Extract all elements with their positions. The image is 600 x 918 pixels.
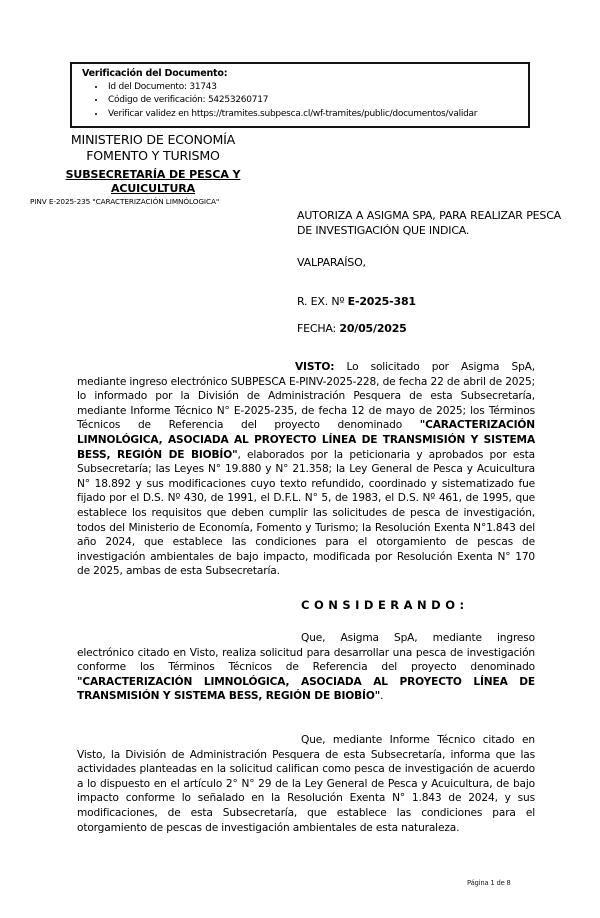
resolution-date-label: FECHA: bbox=[297, 322, 340, 336]
resolution-header bbox=[297, 209, 561, 337]
considerando-paragraph-2 bbox=[77, 733, 535, 835]
text-segment: "CARACTERIZACIÓN LIMNOLÓGICA, ASOCIADA AL PROYECTO LÍNEA DE TRANSMISIÓN Y SISTEMA BESS, REGIÓN DE BIOBÍO" bbox=[77, 675, 535, 703]
ministry-name-line1: MINISTERIO DE ECONOMÍA bbox=[70, 132, 236, 147]
verification-title: Verificación del Documento: bbox=[82, 68, 228, 79]
verification-list bbox=[106, 81, 520, 121]
verification-box bbox=[70, 62, 530, 128]
considerando-heading: CONSIDERANDO: bbox=[301, 598, 469, 612]
text-segment: Lo solicitado por Asigma SpA, mediante ingreso electrónico SUBPESCA E-PINV-2025-228, de fecha 22 de abril de 2025; lo informado por la División de Administración Pesquera de esta Subsecretaría, mediante Informe Técnico N° E-2025-235, de fecha 12 de mayo de 2025; los Términos Técnicos de Referencia del proyecto denominado bbox=[77, 361, 535, 432]
text-segment: "CARACTERIZACIÓN LIMNOLÓGICA, ASOCIADA AL PROYECTO LÍNEA DE TRANSMISIÓN Y SISTEMA BESS, REGIÓN DE BIOBÍO" bbox=[77, 419, 535, 461]
resolution-number-label: R. EX. Nº bbox=[297, 295, 348, 309]
text-segment: Que, mediante Informe Técnico citado en Visto, la División de Administración Pesquera de esta Subsecretaría, informa que las actividades planteadas en la solicitud califican como pesca de investigación de acuerdo a lo dispuesto en el artículo 2° N° 29 de la Ley General de Pesca y Acuicultura, de bajo impacto conforme lo señalado en la Resolución Exenta N° 1.843 de 2024, y sus modificaciones, de esta Subsecretaría, que establece las condiciones para el otorgamiento de pescas de investigación ambientales de esta naturaleza. bbox=[77, 734, 535, 834]
text-segment: . bbox=[380, 690, 384, 703]
resolution-number-value: E-2025-381 bbox=[347, 295, 416, 309]
visto-paragraph bbox=[77, 360, 535, 579]
resolution-date bbox=[297, 322, 561, 337]
resolution-subject: AUTORIZA A ASIGMA SPA, PARA REALIZAR PESCA DE INVESTIGACIÓN QUE INDICA. bbox=[297, 209, 561, 237]
letterhead bbox=[42, 132, 264, 196]
verification-item: • Id del Documento: 31743 bbox=[106, 81, 520, 94]
city-line: VALPARAÍSO, bbox=[297, 255, 366, 269]
resolution-date-value: 20/05/2025 bbox=[339, 322, 407, 336]
verification-item: • Código de verificación: 54253260717 bbox=[106, 94, 520, 107]
ministry-name-line2: FOMENTO Y TURISMO bbox=[86, 147, 220, 163]
project-reference: PINV E-2025-235 "CARACTERIZACIÓN LIMNÓLOGICA" bbox=[30, 197, 220, 206]
resolution-number bbox=[297, 295, 561, 310]
page-number: Página 1 de 8 bbox=[467, 879, 511, 887]
subsecretaria-title: SUBSECRETARÍA DE PESCA Y ACUICULTURA bbox=[65, 168, 241, 195]
verification-item: • Verificar validez en https://tramites.subpesca.cl/wf-tramites/public/documentos/validar bbox=[106, 108, 520, 121]
text-segment: , elaborados por la peticionaria y aprobados por esta Subsecretaría; las Leyes N° 19.880 y N° 21.358; la Ley General de Pesca y Acuicultura N° 18.892 y sus modificaciones cuyo texto refundido, coordinado y sistematizado fue fijado por el D.S. Nº 430, de 1991, el D.F.L. N° 5, de 1983, el D.S. Nº 461, de 1995, que establece los requisitos que deben cumplir las solicitudes de pesca de investigación, todos del Ministerio de Economía, Fomento y Turismo; la Resolución Exenta N°1.843 del año 2024, que establece las condiciones para el otorgamiento de pescas de investigación ambientales de bajo impacto, modificada por Resolución Exenta N° 170 de 2025, ambas de esta Subsecretaría. bbox=[77, 448, 535, 578]
text-segment: Que, Asigma SpA, mediante ingreso electrónico citado en Visto, realiza solicitud para desarrollar una pesca de investigación conforme los Términos Técnicos de Referencia del proyecto denominado bbox=[77, 632, 535, 674]
text-segment: VISTO: bbox=[295, 361, 335, 373]
considerando-paragraph-1 bbox=[77, 631, 535, 704]
